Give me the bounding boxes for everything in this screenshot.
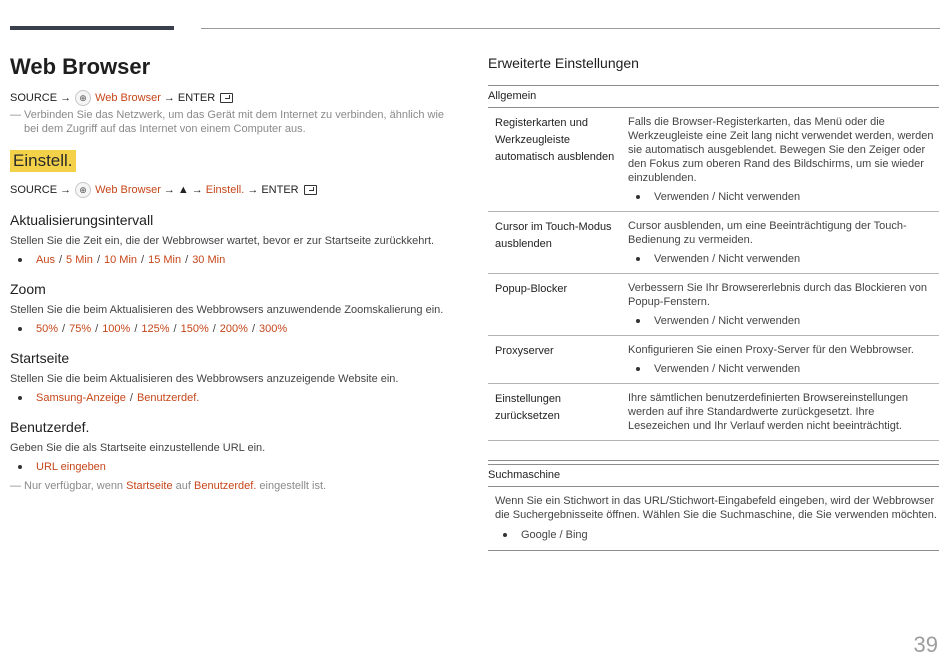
note-startseite: Startseite	[126, 480, 173, 492]
bullet-icon	[503, 533, 507, 537]
path-web-browser: Web Browser	[95, 92, 161, 104]
option-value: 125%	[141, 323, 170, 335]
page-number: 39	[913, 632, 938, 657]
arrow-icon: →	[60, 92, 72, 104]
setting-description: Stellen Sie die beim Aktualisieren des Webbrowsers anzuzeigende Website ein.	[10, 373, 399, 385]
row-options	[628, 190, 939, 204]
bullet-icon	[636, 257, 640, 261]
option-separator: /	[251, 323, 255, 335]
note-mid: auf	[172, 480, 194, 492]
bullet-icon	[18, 465, 22, 469]
setting-description: Stellen Sie die beim Aktualisieren des Webbrowsers anzuwendende Zoomskalierung ein.	[10, 304, 444, 316]
note-dash-icon: ―	[10, 109, 21, 121]
arrow-icon: →	[163, 92, 175, 104]
note-post: eingestellt ist.	[256, 480, 327, 492]
setting-options	[10, 322, 460, 336]
setting-options	[10, 391, 460, 405]
option-value: Benutzerdef.	[136, 392, 200, 404]
bullet-icon	[18, 327, 22, 331]
table-row	[488, 108, 939, 212]
spacer-row	[488, 441, 939, 461]
up-arrow-icon: ▲	[177, 184, 189, 196]
general-header: Allgemein	[488, 86, 939, 108]
table-row	[488, 212, 939, 274]
note-network	[10, 108, 460, 136]
option-value: 100%	[102, 323, 131, 335]
row-value	[628, 384, 939, 440]
option-separator: /	[96, 254, 100, 266]
bullet-icon	[636, 319, 640, 323]
left-column	[10, 52, 460, 493]
search-text: Wenn Sie ein Stichwort in das URL/Stichwort-Eingabefeld eingeben, wird der Webbrowser die Suchergebnisseite öffnen. Wählen Sie die Suchmaschine, die Sie verwenden möchten.	[495, 495, 937, 521]
option-separator: /	[212, 323, 216, 335]
row-key: Registerkarten und Werkzeugleiste automatisch ausblenden	[495, 117, 615, 163]
section-title: Einstell.	[10, 150, 76, 172]
option-value: 75%	[69, 323, 92, 335]
setting-heading: Zoom	[10, 281, 46, 297]
arrow-icon: →	[247, 184, 259, 196]
note-benutzerdef: Benutzerdef.	[194, 480, 257, 492]
settings-blocks	[10, 211, 460, 474]
option-value: 150%	[180, 323, 209, 335]
enter-icon	[220, 93, 233, 103]
option-value: 50%	[36, 323, 59, 335]
option-value: 300%	[259, 323, 288, 335]
setting-options	[10, 253, 460, 267]
row-value-text: Ihre sämtlichen benutzerdefinierten Browsereinstellungen werden auf ihre Standardwerte zurückgesetzt. Ihre Lesezeichen und Ihr Verlauf werden nicht beeinträchtigt.	[628, 392, 909, 432]
table-row	[488, 274, 939, 336]
row-value	[628, 274, 939, 335]
bullet-icon	[636, 195, 640, 199]
search-table	[488, 464, 939, 551]
menu-path-settings	[10, 182, 460, 198]
option-value: 30 Min	[192, 254, 226, 266]
option-value: 200%	[219, 323, 248, 335]
option-separator: /	[134, 323, 138, 335]
setting-options	[10, 460, 460, 474]
path-source: SOURCE	[10, 184, 58, 196]
menu-path	[10, 90, 460, 106]
row-bullet: Verwenden / Nicht verwenden	[654, 191, 801, 203]
search-header: Suchmaschine	[488, 465, 939, 487]
note-dash-icon: ―	[10, 480, 21, 492]
note-pre: Nur verfügbar, wenn	[24, 480, 127, 492]
row-options	[628, 362, 939, 376]
option-separator: /	[141, 254, 145, 266]
option-value: Samsung-Anzeige	[36, 392, 126, 404]
advanced-settings-title: Erweiterte Einstellungen	[488, 55, 639, 71]
bullet-icon	[636, 367, 640, 371]
header-rule	[201, 28, 940, 29]
right-column	[488, 53, 939, 551]
row-bullet: Verwenden / Nicht verwenden	[654, 253, 801, 265]
page-title: Web Browser	[10, 54, 151, 79]
setting-description: Stellen Sie die Zeit ein, die der Webbrowser wartet, bevor er zur Startseite zurückkehrt.	[10, 235, 435, 247]
row-key: Proxyserver	[495, 345, 554, 357]
arrow-icon: →	[191, 184, 203, 196]
setting-heading: Startseite	[10, 350, 70, 366]
search-bullet: Google / Bing	[521, 529, 588, 541]
path-enter: ENTER	[177, 92, 216, 104]
path-enter: ENTER	[261, 184, 299, 196]
general-table	[488, 85, 939, 461]
bullet-icon	[18, 258, 22, 262]
row-value	[628, 212, 939, 273]
row-bullet: Verwenden / Nicht verwenden	[654, 315, 801, 327]
bullet-icon	[18, 396, 22, 400]
option-separator: /	[185, 254, 189, 266]
option-value: 5 Min	[66, 254, 93, 266]
row-value-text: Verbessern Sie Ihr Browsererlebnis durch das Blockieren von Popup-Fenstern.	[628, 282, 927, 308]
option-value: URL eingeben	[36, 461, 106, 473]
option-value: 10 Min	[104, 254, 138, 266]
setting-heading: Benutzerdef.	[10, 419, 90, 435]
note-text	[24, 479, 326, 493]
note-availability	[10, 479, 460, 493]
option-separator: /	[173, 323, 177, 335]
table-row	[488, 384, 939, 441]
row-key: Popup-Blocker	[495, 283, 568, 295]
option-separator: /	[95, 323, 99, 335]
path-source: SOURCE	[10, 92, 58, 104]
globe-icon: ⊕	[75, 182, 91, 198]
row-key: Cursor im Touch-Modus ausblenden	[495, 221, 612, 250]
setting-description: Geben Sie die als Startseite einzustellende URL ein.	[10, 442, 266, 454]
option-separator: /	[62, 323, 66, 335]
row-value-text: Falls die Browser-Registerkarten, das Menü oder die Werkzeugleiste eine Zeit lang nicht verwendet werden, werden sie automatisch ausgeblendet. Bewegen Sie den Zeiger oder den Fokus zum oberen Rand des Bildschirms, um sie wieder einzublenden.	[628, 116, 934, 184]
option-separator: /	[129, 392, 133, 404]
header-accent-bar	[10, 26, 174, 30]
arrow-icon: →	[60, 184, 72, 196]
general-rows	[488, 108, 939, 441]
row-value-text: Cursor ausblenden, um eine Beeinträchtigung der Touch-Bedienung zu vermeiden.	[628, 220, 907, 246]
arrow-icon: →	[163, 184, 175, 196]
enter-icon	[304, 185, 317, 195]
row-bullet: Verwenden / Nicht verwenden	[654, 363, 801, 375]
row-options	[628, 252, 939, 266]
setting-heading: Aktualisierungsintervall	[10, 212, 154, 228]
option-value: 15 Min	[148, 254, 182, 266]
search-options	[495, 528, 939, 542]
row-value-text: Konfigurieren Sie einen Proxy-Server für den Webbrowser.	[628, 344, 914, 356]
path-web-browser: Web Browser	[95, 184, 161, 196]
option-value: Aus	[36, 254, 55, 266]
globe-icon: ⊕	[75, 90, 91, 106]
row-options	[628, 314, 939, 328]
note-text: Verbinden Sie das Netzwerk, um das Gerät mit dem Internet zu verbinden, ähnlich wie bei dem Zugriff auf das Internet von einem Computer aus.	[24, 109, 445, 135]
search-body	[488, 487, 939, 551]
row-key: Einstellungen zurücksetzen	[495, 393, 562, 422]
option-separator: /	[58, 254, 63, 266]
row-value	[628, 108, 939, 211]
row-value	[628, 336, 939, 383]
path-einstell: Einstell.	[205, 184, 245, 196]
table-row	[488, 336, 939, 384]
